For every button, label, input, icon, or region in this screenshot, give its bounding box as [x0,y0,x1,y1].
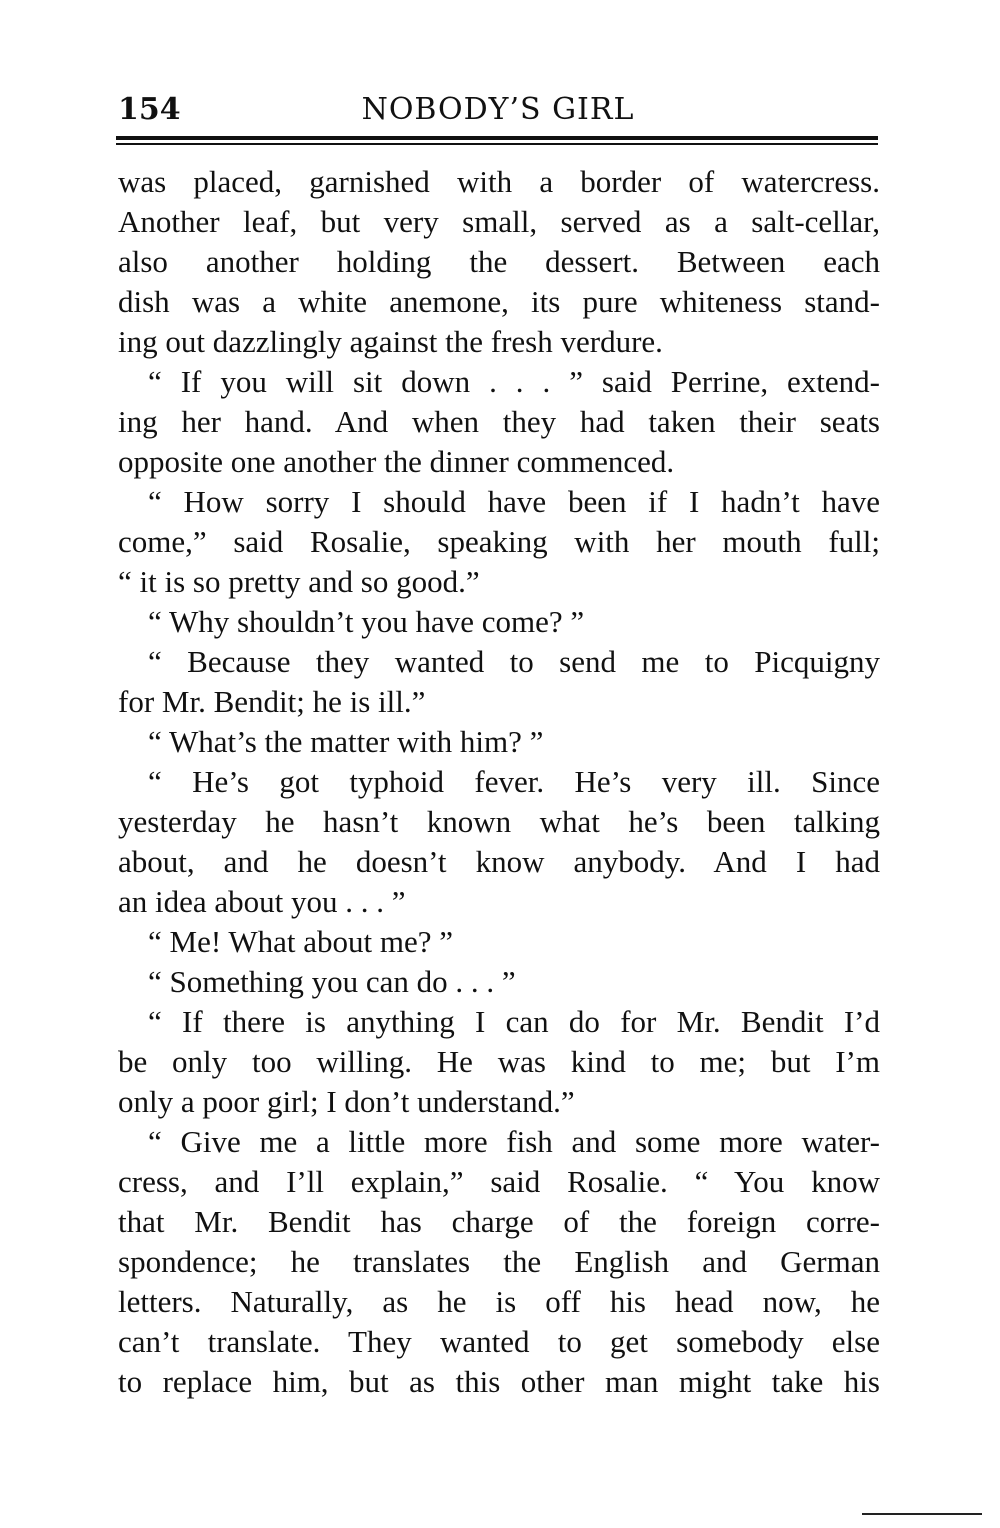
text-line: “ If there is anything I can do for Mr. Bendit I’d [148,1004,880,1039]
text-line: opposite one another the dinner commenced. [118,444,675,479]
text-line: dish was a white anemone, its pure whiteness stand- [118,284,880,319]
text-line: ing her hand. And when they had taken their seats [118,404,880,439]
text-line: “ How sorry I should have been if I hadn’t have [148,484,880,519]
text-line: yesterday he hasn’t known what he’s been talking [118,804,880,839]
text-line: “ What’s the matter with him? ” [148,724,544,759]
text-line: cress, and I’ll explain,” said Rosalie. “ You know [118,1164,880,1199]
text-line: “ Because they wanted to send me to Picquigny [148,644,880,679]
body-text [118,162,880,1402]
text-line: “ Me! What about me? ” [148,924,453,959]
bottom-rule-mark [862,1513,982,1515]
page-number: 154 [118,92,181,127]
text-line: to replace him, but as this other man might take his [118,1364,880,1399]
text-line: “ He’s got typhoid fever. He’s very ill. Since [148,764,880,799]
text-line: also another holding the dessert. Between each [118,244,880,279]
text-line: letters. Naturally, as he is off his head now, he [118,1284,880,1319]
text-line: “ Something you can do . . . ” [148,964,516,999]
header-rule-thick [116,136,878,140]
text-line: for Mr. Bendit; he is ill.” [118,684,426,719]
text-line: about, and he doesn’t know anybody. And I had [118,844,880,879]
header-rule-thin [116,143,878,145]
text-line: an idea about you . . . ” [118,884,406,919]
text-line: Another leaf, but very small, served as a salt-cellar, [118,204,880,239]
text-line: that Mr. Bendit has charge of the foreign corre- [118,1204,880,1239]
text-line: “ Give me a little more fish and some more water- [148,1124,880,1159]
text-line: “ If you will sit down . . . ” said Perrine, extend- [148,364,880,399]
running-title: NOBODY’S GIRL [361,92,635,127]
text-line: come,” said Rosalie, speaking with her mouth full; [118,524,880,559]
text-line: only a poor girl; I don’t understand.” [118,1084,575,1119]
text-line: be only too willing. He was kind to me; but I’m [118,1044,880,1079]
text-line: “ it is so pretty and so good.” [118,564,480,599]
text-line: was placed, garnished with a border of watercress. [118,164,880,199]
text-line: spondence; he translates the English and German [118,1244,880,1279]
text-line: “ Why shouldn’t you have come? ” [148,604,585,639]
page-header [118,90,878,130]
text-line: can’t translate. They wanted to get somebody else [118,1324,880,1359]
text-line: ing out dazzlingly against the fresh verdure. [118,324,663,359]
